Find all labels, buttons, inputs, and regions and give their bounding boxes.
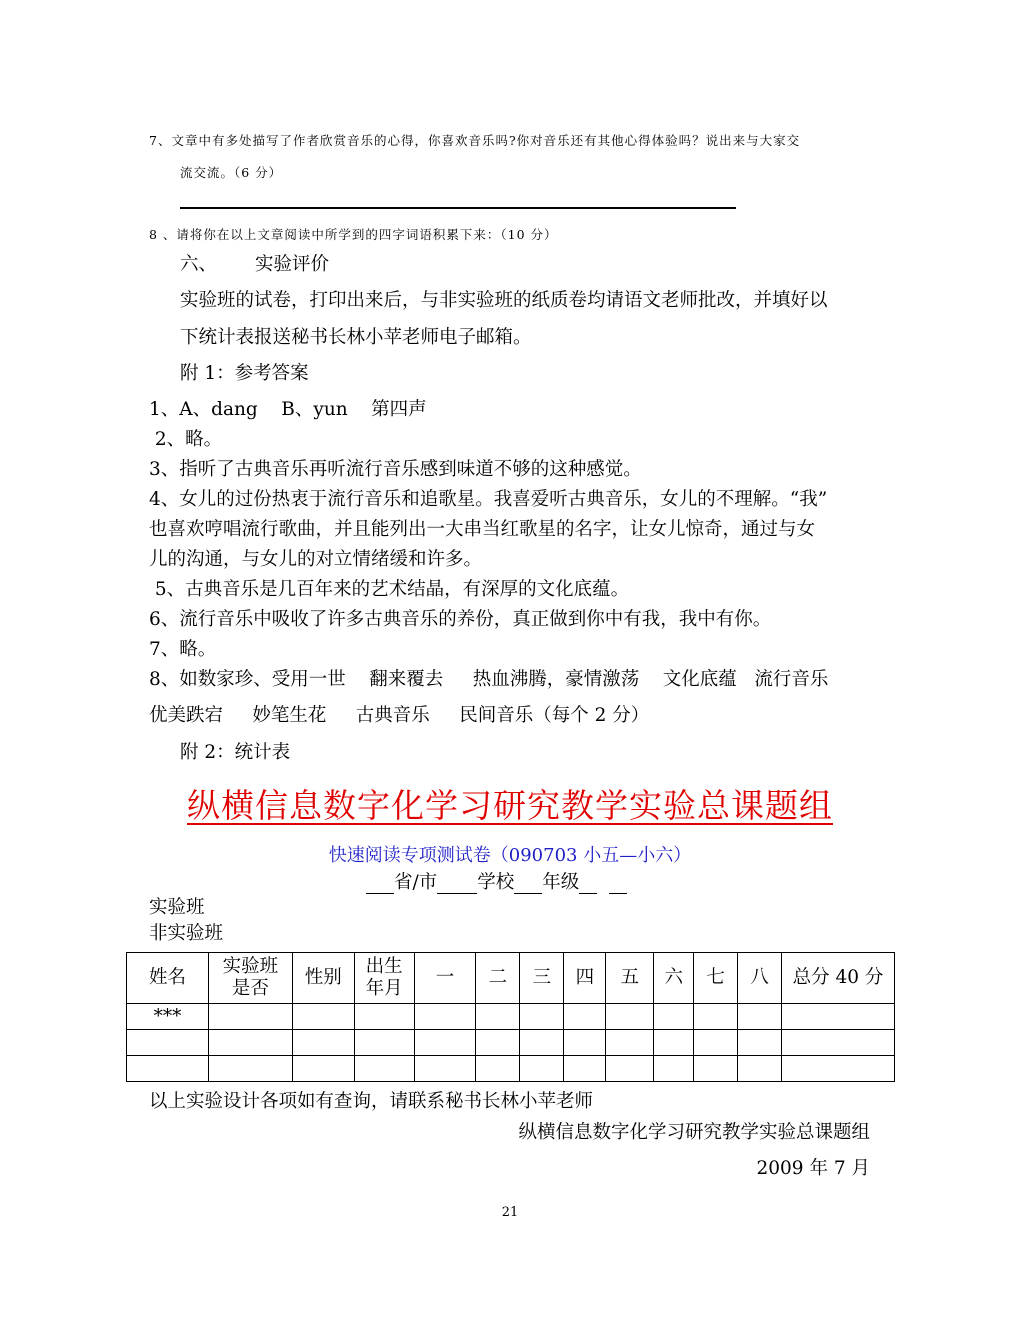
table-cell[interactable]	[694, 1030, 738, 1056]
fill-in-line	[366, 868, 627, 894]
school-blank[interactable]	[514, 875, 542, 894]
table-cell[interactable]	[208, 1056, 292, 1082]
section-6-paragraph-line2: 下统计表报送秘书长林小苹老师电子邮箱。	[180, 327, 532, 348]
non-experimental-class-label: 非实验班	[149, 923, 224, 944]
answer-line: 1、A、dang B、yun 第四声	[149, 399, 427, 420]
table-cell[interactable]: ***	[127, 1004, 209, 1030]
table-cell[interactable]	[292, 1004, 354, 1030]
table-cell[interactable]	[564, 1004, 606, 1030]
contact-note: 以上实验设计各项如有查询，请联系秘书长林小苹老师	[149, 1091, 594, 1112]
question-7-line1: 7、文章中有多处描写了作者欣赏音乐的心得，你喜欢音乐吗?你对音乐还有其他心得体验吗？说出来与大家交	[149, 133, 801, 148]
table-cell[interactable]	[414, 1004, 476, 1030]
table-cell[interactable]	[476, 1004, 520, 1030]
table-cell[interactable]	[414, 1056, 476, 1082]
header-cell: 性别	[292, 953, 354, 1004]
header-cell: 三	[520, 953, 564, 1004]
answer-line: 3、指听了古典音乐再听流行音乐感到味道不够的这种感觉。	[149, 459, 642, 480]
table-cell[interactable]	[354, 1056, 414, 1082]
table-cell[interactable]	[292, 1030, 354, 1056]
table-cell[interactable]	[654, 1004, 694, 1030]
header-cell: 四	[564, 953, 606, 1004]
table-cell[interactable]	[782, 1030, 895, 1056]
header-cell: 出生 年月	[354, 953, 414, 1004]
question-8: 8 、请将你在以上文章阅读中所学到的四字词语积累下来：（10 分）	[149, 227, 558, 242]
answer-line: 5、古典音乐是几百年来的艺术结晶，有深厚的文化底蕴。	[149, 579, 630, 600]
table-cell[interactable]	[738, 1030, 782, 1056]
test-title: 快速阅读专项测试卷（090703 小五—小六）	[328, 845, 692, 866]
answer-underline	[180, 207, 736, 209]
header-cell: 六	[654, 953, 694, 1004]
class-blank[interactable]	[609, 875, 627, 894]
date: 2009 年 7 月	[756, 1158, 870, 1179]
table-row	[127, 1004, 895, 1030]
project-title: 纵横信息数字化学习研究教学实验总课题组	[187, 786, 833, 825]
table-cell[interactable]	[520, 1030, 564, 1056]
answer-line: 2、略。	[149, 429, 223, 450]
table-cell[interactable]	[414, 1030, 476, 1056]
table-header-row	[127, 953, 895, 1004]
table-cell[interactable]	[564, 1030, 606, 1056]
header-cell: 总分 40 分	[782, 953, 895, 1004]
school-label: 学校	[477, 872, 515, 893]
appendix-2-title: 附 2：统计表	[180, 742, 291, 763]
province-label: 省/市	[394, 872, 438, 893]
answer-line: 也喜欢哼唱流行歌曲，并且能列出一大串当红歌星的名字，让女儿惊奇，通过与女	[149, 519, 816, 540]
header-cell: 姓名	[127, 953, 209, 1004]
section-6-title: 实验评价	[255, 254, 330, 275]
table-row	[127, 1030, 895, 1056]
table-cell[interactable]	[694, 1056, 738, 1082]
answer-line: 儿的沟通，与女儿的对立情绪缓和许多。	[149, 549, 483, 570]
grade-label: 年级	[542, 872, 580, 893]
page-number: 21	[501, 1205, 519, 1220]
header-cell: 实验班 是否	[208, 953, 292, 1004]
table-cell[interactable]	[694, 1004, 738, 1030]
grade-blank[interactable]	[579, 875, 597, 894]
province-blank[interactable]	[366, 875, 394, 894]
header-cell: 七	[694, 953, 738, 1004]
table-cell[interactable]	[654, 1056, 694, 1082]
section-6-number: 六、	[180, 254, 218, 275]
signature: 纵横信息数字化学习研究教学实验总课题组	[518, 1122, 870, 1143]
answer-line: 7、略。	[149, 639, 217, 660]
table-cell[interactable]	[292, 1056, 354, 1082]
table-cell[interactable]	[520, 1056, 564, 1082]
header-cell: 八	[738, 953, 782, 1004]
table-cell[interactable]	[782, 1056, 895, 1082]
table-cell[interactable]	[564, 1056, 606, 1082]
question-7-line2: 流交流。（6 分）	[180, 165, 283, 180]
table-cell[interactable]	[127, 1030, 209, 1056]
statistics-table	[126, 952, 895, 1082]
table-cell[interactable]	[606, 1004, 654, 1030]
table-cell[interactable]	[606, 1056, 654, 1082]
header-cell: 五	[606, 953, 654, 1004]
header-cell: 一	[414, 953, 476, 1004]
table-cell[interactable]	[738, 1056, 782, 1082]
table-cell[interactable]	[127, 1056, 209, 1082]
answer-line: 8、如数家珍、受用一世 翻来覆去 热血沸腾，豪情激荡 文化底蕴 流行音乐	[149, 669, 829, 690]
table-cell[interactable]	[606, 1030, 654, 1056]
table-row	[127, 1056, 895, 1082]
answer-line: 4、女儿的过份热衷于流行音乐和追歌星。我喜爱听古典音乐，女儿的不理解。“我”	[149, 489, 828, 510]
table-cell[interactable]	[476, 1056, 520, 1082]
province-city-blank[interactable]	[437, 875, 477, 894]
table-cell[interactable]	[782, 1004, 895, 1030]
table-cell[interactable]	[208, 1030, 292, 1056]
section-6-paragraph-line1: 实验班的试卷，打印出来后，与非实验班的纸质卷均请语文老师批改，并填好以	[180, 290, 828, 311]
table-cell[interactable]	[520, 1004, 564, 1030]
table-cell[interactable]	[738, 1004, 782, 1030]
table-cell[interactable]	[654, 1030, 694, 1056]
table-cell[interactable]	[476, 1030, 520, 1056]
answer-line: 6、流行音乐中吸收了许多古典音乐的养份，真正做到你中有我，我中有你。	[149, 609, 772, 630]
table-cell[interactable]	[354, 1030, 414, 1056]
header-cell: 二	[476, 953, 520, 1004]
table-cell[interactable]	[354, 1004, 414, 1030]
table-cell[interactable]	[208, 1004, 292, 1030]
appendix-1-title: 附 1：参考答案	[180, 363, 309, 384]
answer-line: 优美跌宕 妙笔生花 古典音乐 民间音乐（每个 2 分）	[149, 705, 650, 726]
experimental-class-label: 实验班	[149, 897, 205, 918]
